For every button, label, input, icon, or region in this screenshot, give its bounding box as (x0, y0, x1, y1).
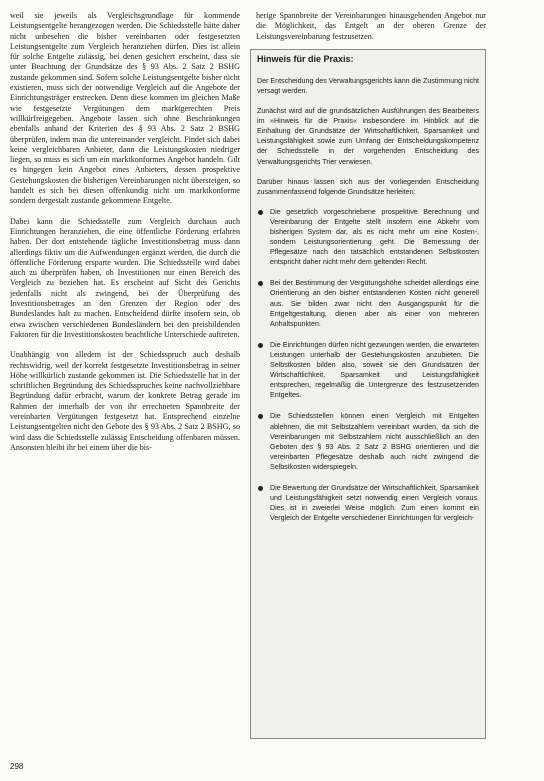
list-item-text: Die Bewertung der Grundsätze der Wirtschaftlichkeit, Sparsamkeit und Leistungsfähigkeit setzt notwendig einen Vergleich voraus. Dies ist in zweierlei Weise möglich. Zum einen kommt ein Vergleich der Entgelte verschiedener Einrichtungen für vergleich- (270, 483, 479, 523)
list-item-text: Die Einrichtungen dürfen nicht gezwungen werden, die erwarteten Leistungen unterhalb der Gestehungskosten anzubieten. Die Selbstkosten bilden also, soweit sie den Grundsätzen der Wirtschaftlichkeit, Sparsamkeit und Leistungsfähigkeit entsprechen, regelmäßig die Untergrenze des festzusetzenden Entgeltes. (270, 340, 479, 400)
bullet-icon (258, 414, 263, 419)
list-item (257, 278, 479, 328)
practice-note-box (250, 49, 486, 739)
left-paragraph-2: Dabei kann die Schiedsstelle zum Vergleich durchaus auch Einrichtungen heranziehen, die eine öffentliche Förderung erfahren haben. Der dort entstehende tägliche Investitionsbetrag muss dann allerdings fiktiv um die Aufwendungen ergänzt werden, die durch die öffentliche Förderung ersparte wurden. Die Schiedsstelle wird dabei auch zu überprüfen haben, ob Investitionen nur einen Bereich des Vergleich zu beziehen hat. Es erscheint auf Sicht des Gerichts jedenfalls nicht als zwingend, bei der Überprüfung des Investitionsbetrages an den Grenzen der Region oder des Bundeslandes halt zu machen. Entscheidend dürfte insofern sein, ob etwa zwischen verschiedenen Bundesländern bei den preisbildenden Faktoren für die Investitionskosten beachtliche Unterschiede auftreten. (10, 216, 240, 339)
list-item (257, 411, 479, 472)
principles-list (257, 207, 479, 524)
practice-note-heading: Hinweis für die Praxis: (257, 53, 354, 64)
page-number: 298 (10, 762, 24, 771)
list-item (257, 483, 479, 523)
practice-note-paragraph-3: Darüber hinaus lassen sich aus der vorliegenden Entscheidung zusammenfassend folgende Grundsätze herleiten: (257, 177, 479, 196)
practice-note-paragraph-2: Zunächst wird auf die grundsätzlichen Ausführungen des Bearbeiters im »Hinweis für die Praxis« insbesondere im Hinblick auf die Einhaltung der Grundsätze der Wirtschaftlichkeit, Sparsamkeit und Leistungsfähigkeit sowie zum Umfang der Entscheidungskompetenz der Schiedsstelle in der vorgehenden Entscheidung des Verwaltungsgerichts Trier verwiesen. (257, 107, 479, 166)
bullet-icon (258, 281, 263, 286)
bullet-icon (258, 486, 263, 491)
right-column (250, 11, 486, 739)
bullet-icon (258, 210, 263, 215)
list-item-text: Die Schiedsstellen können einen Vergleich mit Entgelten ablehnen, die mit Selbstzahlern vereinbart wurden, da sich die Vereinbarungen mit Selbstzahlern nicht ausschließlich an den Geboten des § 93 Abs. 2 Satz 2 BSHG orientieren und die vereinbarten Pflegesätze deshalb auch nicht zwingend die Selbstkosten widerspiegeln. (270, 412, 479, 471)
list-item-text: Die gesetzlich vorgeschriebene prospektive Berechnung und Vereinbarung der Entgelte stellt insofern eine Abkehr vom bisherigen System dar, als es nicht mehr um eine Kosten-, sondern Leistungsorientierung geht. Die Bemessung der Pflegesätze nach den tatsächlich entstandenen Selbstkosten entspricht daher nicht mehr dem geltenden Recht. (270, 207, 479, 267)
left-text-column (10, 11, 240, 463)
left-paragraph-3: Unabhängig von alledem ist der Schiedsspruch auch deshalb rechtswidrig, weil der korrekt festgesetzte Investitionsbetrag in seiner Höhe willkürlich zustande gekommen ist. Die Schiedsstelle hat in der schriftlichen Begründung des Schiedsspruches keine nachvollziehbare Begründung dafür erbracht, warum der konkrete Betrag gerade im Rahmen der innerhalb der von ihr errechneten Spannbreite der vereinbarten Vergütungen festgesetzt hat. Entsprechend einzelne Leistungsentgelten nicht den Gebote des § 93 Abs. 2 Satz 2 BSHG, so wird dass die Schiedsstelle zulässig Entscheidung offenbaren müssen. Ansonsten bleibt ihr bei einem über die bis- (10, 350, 240, 452)
list-item-text: Bei der Bestimmung der Vergütungshöhe scheidet allerdings eine Orientierung an den bisher entstandenen Kosten nicht generell aus. Sie bilden zwar nicht den Ausgangspunkt für die Entgeltgestaltung, dienen aber als einer von mehreren Anhaltspunkten. (270, 279, 479, 328)
practice-note-paragraph-1: Der Entscheidung des Verwaltungsgerichts kann die Zustimmung nicht versagt werden. (257, 76, 479, 95)
right-continuation-text: herige Spannbreite der Vereinbarungen hinausgehenden Angebot nur die Möglichkeit, das Entgelt an der oberen Grenze der Leistungsvereinbarung festzusetzen. (256, 11, 486, 41)
list-item (257, 207, 479, 268)
list-item (257, 340, 479, 401)
left-paragraph-1: weil sie jeweils als Vergleichsgrundlage für kommende Leistungsentgelte herangezogen werden. Die Schiedsstelle hätte daher nicht unbesehen die bisher vereinbarten oder festgesetzten Leistungsentgelte zum Vergleich heranziehen dürfen. Dies ist allein für solche Entgelte zulässig, bei denen gesichert erscheint, dass sie unter Beachtung der Grundsätze des § 93 Abs. 2 Satz 2 BSHG zustande gekommen sind. Sofern solche Leistungsentgelte bisher nicht existieren, muss sich der notwendige Vergleich auf die Angebote der Einrichtungsträger erstrecken. Denn diese kommen im gleichen Maße wie festgesetzte Vergütungen dem marktgerechten Preis willkürfreigegeben. Angebote lassen sich ohne Beschränkungen ebenfalls anhand der Kriterien des § 93 Abs. 2 Satz 2 BSHG überprüfen, indem man die untereinander vergleicht. Findet sich dabei keine vergleichbaren Anbieter, dann die Leistungskosten niedriger liegen, so muss es sich um ein marktkonformes Angebot handeln. Gilt es hingegen kein Angebot eines Anbieters, dessen prospektive Gestehungskosten die bisherigen Vereinbarungen nicht übersteigen, so handelt es sich bei diesen offenkundig nicht um marktkonforme sondern dergestalt zustande gekommene Entgelte. (10, 11, 240, 206)
bullet-icon (258, 343, 263, 348)
